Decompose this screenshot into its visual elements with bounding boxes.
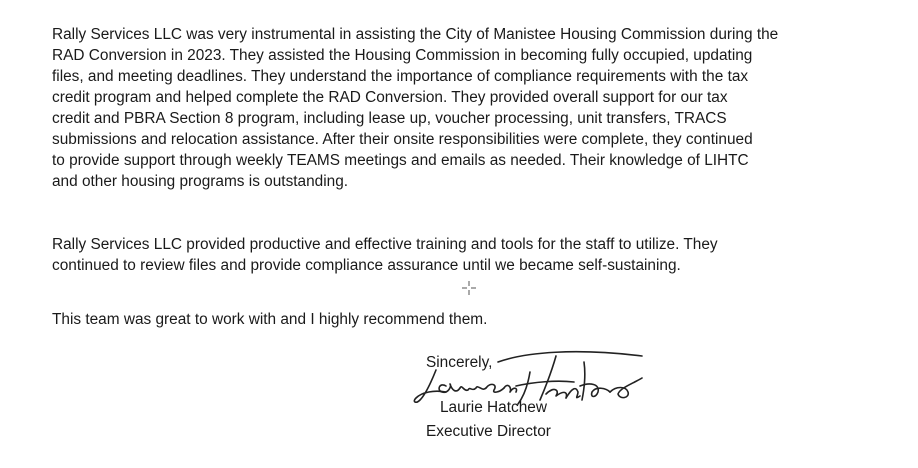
paragraph-line: Rally Services LLC provided productive and effective training and tools for the staff to utilize. They: [52, 236, 718, 253]
paragraph-line: submissions and relocation assistance. After their onsite responsibilities were complete, they continued: [52, 131, 753, 148]
closing-salutation: Sincerely,: [426, 354, 493, 371]
signer-title: Executive Director: [426, 423, 551, 440]
paragraph-training: [52, 234, 718, 276]
paragraph-line: to provide support through weekly TEAMS meetings and emails as needed. Their knowledge of LIHTC: [52, 152, 749, 169]
signer-name: Laurie Hatchew: [440, 399, 547, 416]
paragraph-recommendation: [52, 309, 487, 330]
paragraph-endorsement: [52, 24, 778, 192]
paragraph-line: credit and PBRA Section 8 program, including lease up, voucher processing, unit transfers, TRACS: [52, 110, 727, 127]
paragraph-line: Rally Services LLC was very instrumental in assisting the City of Manistee Housing Commission during the: [52, 26, 779, 43]
paragraph-line: and other housing programs is outstanding.: [52, 173, 349, 190]
paragraph-line: RAD Conversion in 2023. They assisted the Housing Commission in becoming fully occupied, updating: [52, 47, 753, 64]
paragraph-line: This team was great to work with and I highly recommend them.: [52, 311, 488, 328]
crosshair-mark-icon: [462, 281, 476, 295]
paragraph-line: credit program and helped complete the RAD Conversion. They provided overall support for our tax: [52, 89, 728, 106]
paragraph-line: continued to review files and provide compliance assurance until we became self-sustaining.: [52, 257, 681, 274]
paragraph-line: files, and meeting deadlines. They understand the importance of compliance requirements with the tax: [52, 68, 749, 85]
